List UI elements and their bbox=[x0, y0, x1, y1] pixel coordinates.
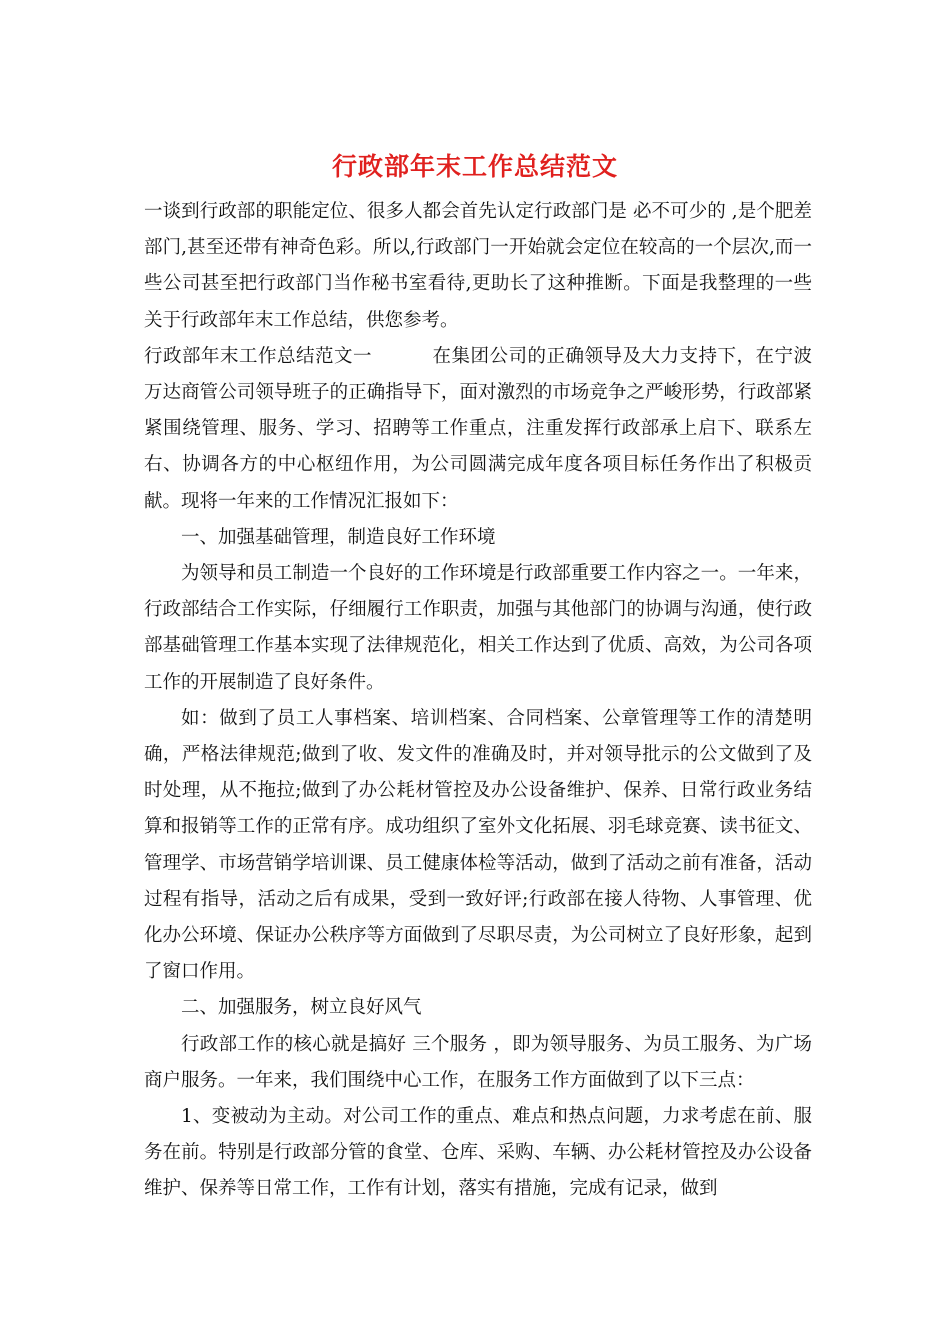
heading-one: 一、加强基础管理，制造良好工作环境 bbox=[181, 526, 496, 548]
paragraph-four: 1、变被动为主动。对公司工作的重点、难点和热点问题，力求考虑在前、服务在前。特别是行政部分管的食堂、仓库、采购、车辆、办公耗材管控及办公设备维护、保养等日常工作，工作有计划，落实有措施，完成有记录，做到 bbox=[144, 1106, 812, 1200]
paragraph-three: 行政部工作的核心就是搞好 三个服务 ，即为领导服务、为员工服务、为广场商户服务。一年来，我们围绕中心工作，在服务工作方面做到了以下三点： bbox=[144, 1033, 812, 1091]
paragraph-one: 为领导和员工制造一个良好的工作环境是行政部重要工作内容之一。一年来，行政部结合工作实际，仔细履行工作职责，加强与其他部门的协调与沟通，使行政部基础管理工作基本实现了法律规范化，相关工作达到了优质、高效，为公司各项工作的开展制造了良好条件。 bbox=[144, 563, 812, 693]
heading-two: 二、加强服务，树立良好风气 bbox=[181, 997, 422, 1019]
section-label: 行政部年末工作总结范文一 bbox=[144, 345, 372, 367]
document-body bbox=[144, 194, 812, 1208]
section-opening-paragraph bbox=[144, 339, 812, 520]
section-opening-text: 在集团公司的正确领导及大力支持下，在宁波万达商管公司领导班子的正确指导下，面对激烈的市场竞争之严峻形势，行政部紧紧围绕管理、服务、学习、招聘等工作重点，注重发挥行政部承上启下、联系左右、协调各方的中心枢纽作用，为公司圆满完成年度各项目标任务作出了积极贡献。现将一年来的工作情况汇报如下： bbox=[144, 345, 812, 512]
intro-paragraph: 一谈到行政部的职能定位、很多人都会首先认定行政部门是 必不可少的 ,是个肥差 部门,甚至还带有神奇色彩。所以,行政部门一开始就会定位在较高的一个层次,而一些公司甚至把行政部门当作秘书室看待,更助长了这种推断。下面是我整理的一些关于行政部年末工作总结，供您参考。 bbox=[144, 201, 812, 331]
document-title: 行政部年末工作总结范文 bbox=[331, 152, 618, 181]
paragraph-two: 如：做到了员工人事档案、培训档案、合同档案、公章管理等工作的清楚明确，严格法律规范;做到了收、发文件的准确及时，并对领导批示的公文做到了及时处理，从不拖拉;做到了办公耗材管控及办公设备维护、保养、日常行政业务结算和报销等工作的正常有序。成功组织了室外文化拓展、羽毛球竞赛、读书征文、管理学、市场营销学培训课、员工健康体检等活动，做到了活动之前有准备，活动过程有指导，活动之后有成果，受到一致好评;行政部在接人待物、人事管理、优化办公环境、保证办公秩序等方面做到了尽职尽责，为公司树立了良好形象，起到了窗口作用。 bbox=[144, 707, 812, 983]
